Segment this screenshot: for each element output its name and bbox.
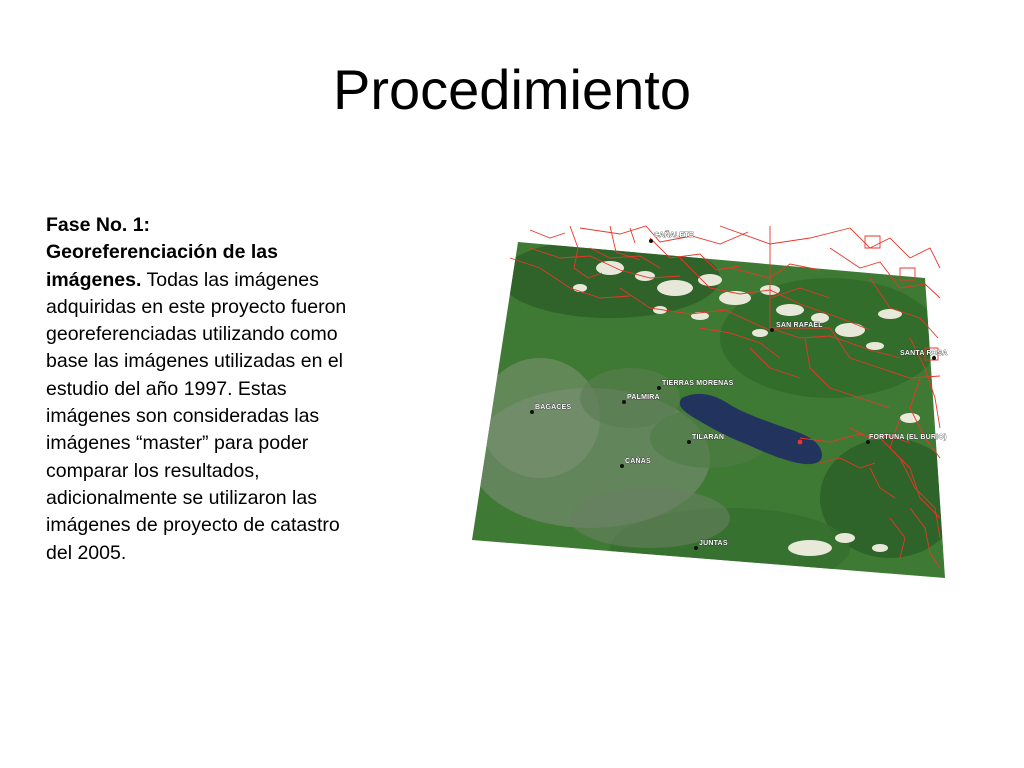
label-bagaces: BAGACES: [535, 404, 572, 411]
label-tilaran: TILARAN: [692, 434, 725, 441]
label-santa-rosa: SANTA ROSA: [900, 350, 948, 357]
label-canalete: CAÑALETE: [654, 232, 694, 239]
phase-heading-line2: Georeferenciación de las imágenes.: [46, 241, 278, 291]
phase-body-text: Todas las imágenes adquiridas en este proyecto fueron georeferenciadas utilizando como base las imágenes utilizadas en el estudio del año 1997. Estas imágenes son consideradas las imágenes “master” para poder comparar los resultados, adicionalmente se utilizaron las imágenes de proyecto de catastro del 2005.: [46, 268, 347, 564]
label-palmira: PALMIRA: [627, 394, 660, 401]
label-tierras-morenas: TIERRAS MORENAS: [662, 380, 734, 387]
label-san-rafael: SAN RAFAEL: [776, 322, 823, 329]
label-juntas: JUNTAS: [699, 540, 728, 547]
slide-title: Procedimiento: [333, 58, 691, 121]
procedure-paragraph: [46, 212, 356, 567]
phase-heading-line1: Fase No. 1:: [46, 214, 151, 236]
satellite-map-image: [470, 218, 950, 598]
label-canas: CAÑAS: [625, 458, 651, 465]
label-fortuna: FORTUNA (EL BURIO): [869, 434, 947, 441]
satellite-map-svg: [470, 218, 950, 598]
tilaran-red-marker: [798, 440, 803, 445]
